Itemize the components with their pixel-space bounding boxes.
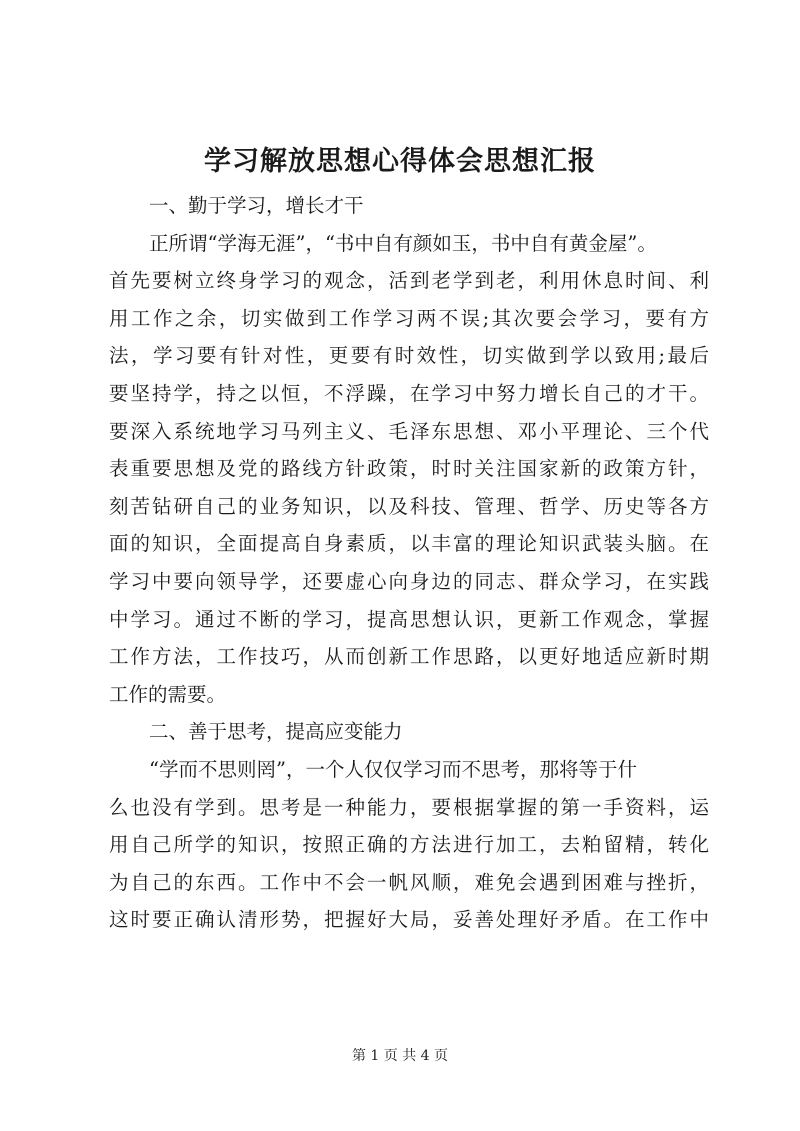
document-body [109, 187, 709, 939]
section-heading: 二、善于思考，提高应变能力 [149, 720, 403, 744]
paragraph-line: 面的知识，全面提高自身素质，以丰富的理论知识武装头脑。在 [109, 532, 709, 556]
paragraph-line: 这时要正确认清形势，把握好大局，妥善处理好矛盾。在工作中 [109, 908, 709, 932]
paragraph-line: 要坚持学，持之以恒，不浮躁，在学习中努力增长自己的才干。 [109, 381, 709, 405]
paragraph-line: 为自己的东西。工作中不会一帆风顺，难免会遇到困难与挫折， [109, 870, 709, 894]
paragraph-line: 表重要思想及党的路线方针政策，时时关注国家新的政策方针， [109, 457, 709, 481]
document-title: 学习解放思想心得体会思想汇报 [204, 146, 596, 177]
paragraph-line: 么也没有学到。思考是一种能力，要根据掌握的第一手资料，运 [109, 795, 709, 819]
paragraph-line: 工作方法，工作技巧，从而创新工作思路，以更好地适应新时期 [109, 645, 709, 669]
paragraph-line: 要深入系统地学习马列主义、毛泽东思想、邓小平理论、三个代 [109, 419, 709, 443]
section-heading: 一、勤于学习，增长才干 [149, 194, 364, 217]
paragraph-line: 刻苦钻研自己的业务知识，以及科技、管理、哲学、历史等各方 [109, 494, 709, 518]
paragraph-line: 用自己所学的知识，按照正确的方法进行加工，去粕留精，转化 [109, 833, 709, 857]
paragraph-line: “学而不思则罔”，一个人仅仅学习而不思考，那将等于什 [149, 757, 637, 781]
paragraph-line: 中学习。通过不断的学习，提高思想认识，更新工作观念，掌握 [109, 607, 709, 631]
paragraph-line: 工作的需要。 [109, 682, 227, 706]
page-footer: 第 1 页 共 4 页 [351, 1048, 449, 1064]
paragraph-line: 学习中要向领导学，还要虚心向身边的同志、群众学习，在实践 [109, 569, 709, 593]
paragraph-line: 首先要树立终身学习的观念，活到老学到老，利用休息时间、利 [109, 269, 709, 293]
paragraph-line: 用工作之余，切实做到工作学习两不误;其次要会学习，要有方 [109, 306, 709, 330]
paragraph-line: 正所谓“学海无涯”，“书中自有颜如玉，书中自有黄金屋”。 [149, 231, 657, 255]
paragraph-line: 法，学习要有针对性，更要有时效性，切实做到学以致用;最后 [109, 344, 709, 368]
